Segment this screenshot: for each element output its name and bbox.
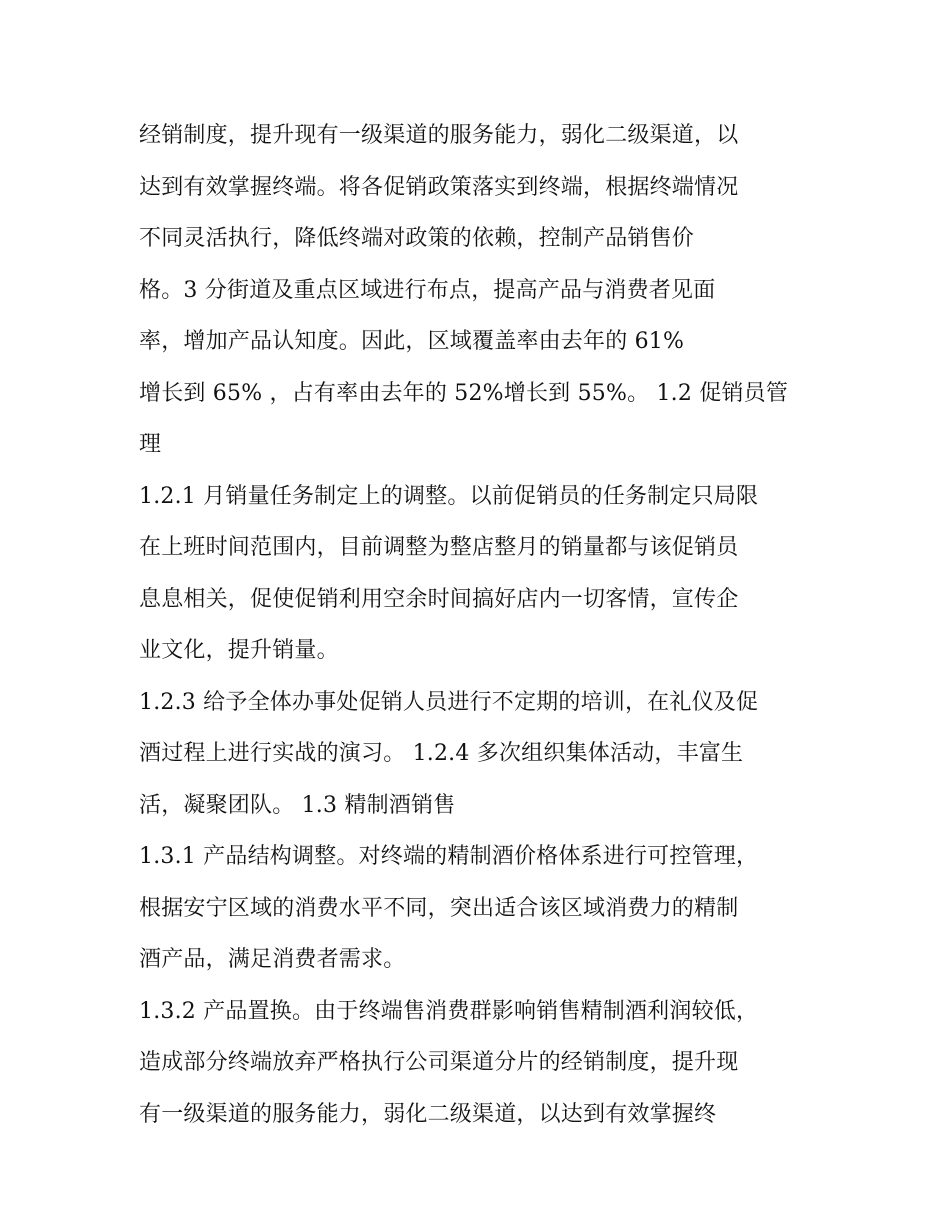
text-line: 1.2.3 给予全体办事处促销人员进行不定期的培训，在礼仪及促 — [139, 689, 759, 715]
text-line: 活，凝聚团队。 1.3 精制酒销售 — [139, 792, 456, 818]
text-line: 业文化，提升销量。 — [139, 638, 339, 663]
text-line: 造成部分终端放弃严格执行公司渠道分片的经销制度，提升现 — [139, 1050, 739, 1075]
text-line: 格。3 分街道及重点区域进行布点，提高产品与消费者见面 — [139, 277, 716, 303]
text-line: 酒产品，满足消费者需求。 — [139, 947, 406, 972]
text-line: 有一级渠道的服务能力，弱化二级渠道，以达到有效掌握终 — [139, 1101, 717, 1127]
text-line: 增长到 65% ，占有率由去年的 52%增长到 55%。 1.2 促销员管 — [139, 380, 789, 406]
text-line: 根据安宁区域的消费水平不同，突出适合该区域消费力的精制 — [139, 895, 739, 921]
text-line: 在上班时间范围内，目前调整为整店整月的销量都与该促销员 — [139, 535, 739, 560]
body-text — [139, 110, 819, 1140]
text-line: 不同灵活执行，降低终端对政策的依赖，控制产品销售价 — [139, 226, 695, 251]
text-line: 1.3.1 产品结构调整。对终端的精制酒价格体系进行可控管理， — [139, 844, 759, 869]
text-line: 理 — [139, 432, 162, 457]
text-line: 酒过程上进行实战的演习。 1.2.4 多次组织集体活动，丰富生 — [139, 741, 744, 766]
text-line: 1.3.2 产品置换。由于终端售消费群影响销售精制酒利润较低， — [139, 998, 759, 1024]
text-line: 息息相关，促使促销利用空余时间搞好店内一切客情，宣传企 — [139, 586, 739, 612]
text-line: 1.2.1 月销量任务制定上的调整。以前促销员的任务制定只局限 — [139, 483, 759, 509]
text-line: 率，增加产品认知度。因此，区域覆盖率由去年的 61% — [139, 329, 685, 354]
text-line: 达到有效掌握终端。将各促销政策落实到终端，根据终端情况 — [139, 174, 739, 200]
text-line: 经销制度，提升现有一级渠道的服务能力，弱化二级渠道，以 — [139, 123, 739, 148]
